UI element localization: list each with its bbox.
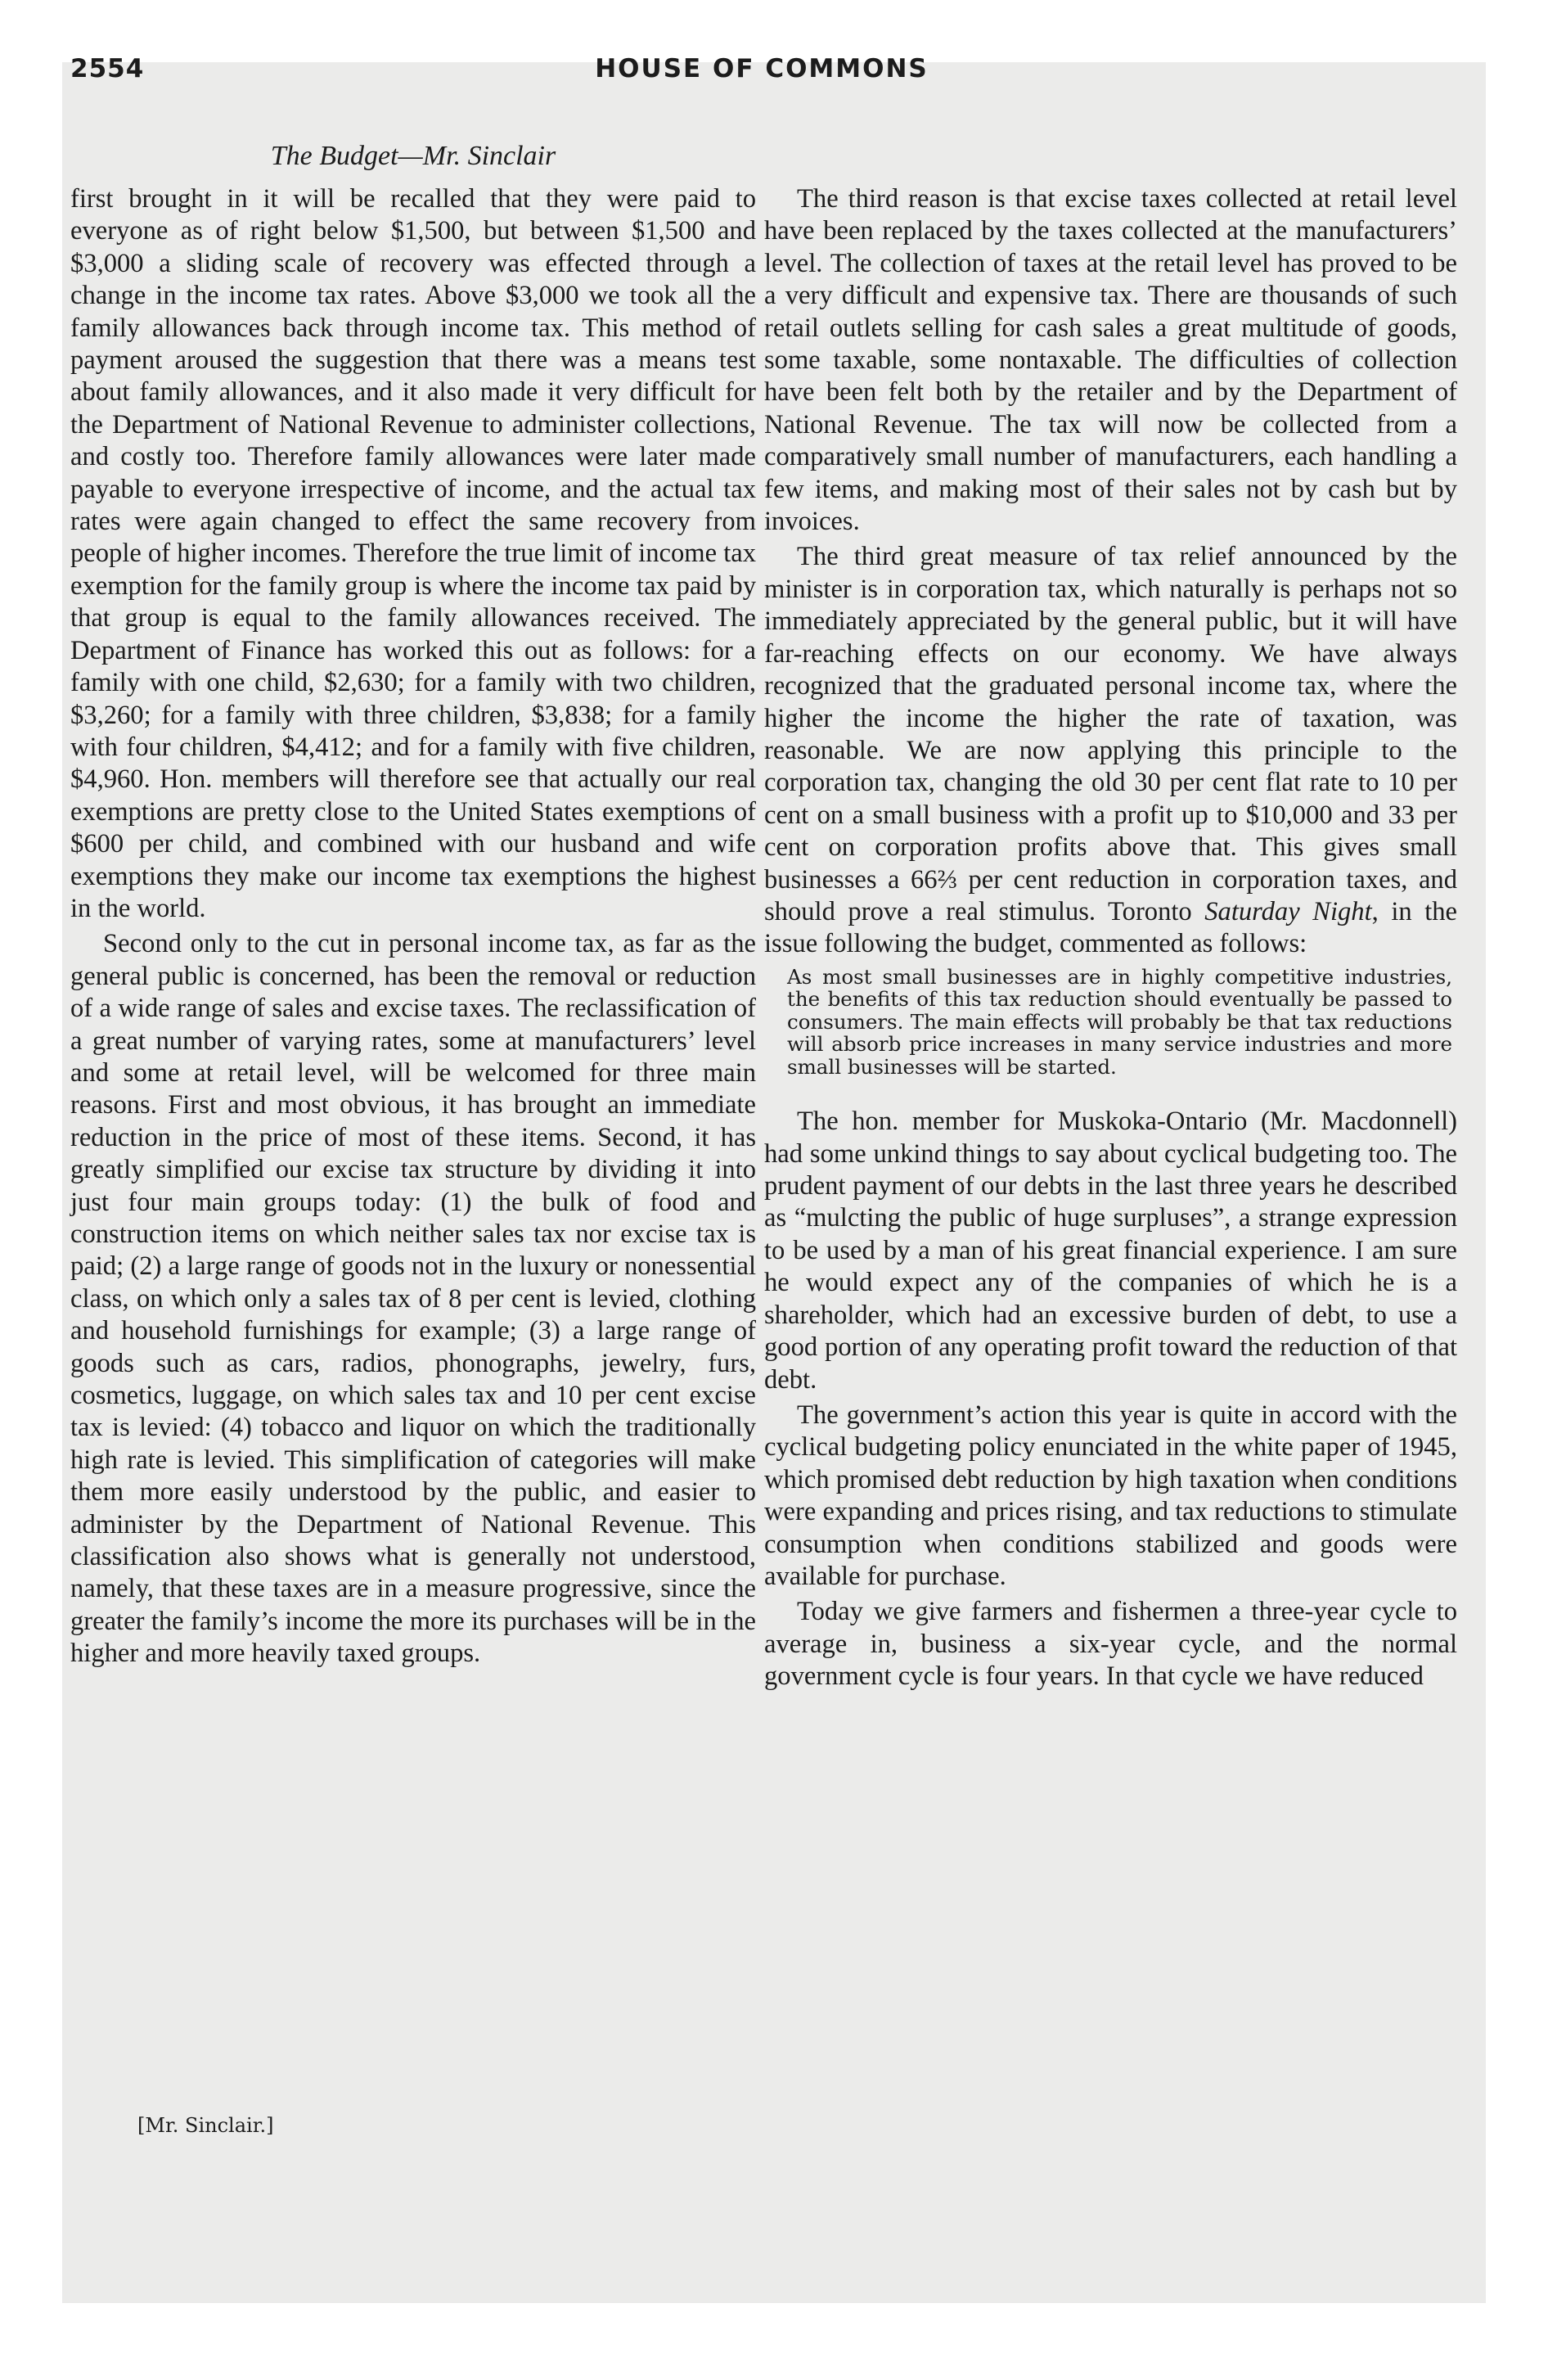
publication-title: Saturday Night [1204, 896, 1372, 926]
paragraph: The hon. member for Muskoka-Ontario (Mr. Macdonnell) had some unkind things to say about cyclical budgeting too. The prudent payment of our debts in the last three years he described as “mulcting the public of huge surpluses”, a strange expression to be used by a man of his great financial experience. I am sure he would expect any of the companies of which he is a shareholder, which had an excessive burden of debt, to use a good portion of any operating profit toward the reduction of that debt. [764, 1107, 1457, 1395]
speaker-attribution: [Mr. Sinclair.] [137, 2114, 274, 2137]
left-column [70, 183, 756, 1674]
page-number: 2554 [70, 54, 145, 83]
paragraph: first brought in it will be recalled that they were paid to everyone as of right below $1,500, but between $1,500 and $3,000 a sliding scale of recovery was effected through a change in the income tax rates. Above $3,000 we took all the family allowances back through income tax. This method of payment aroused the suggestion that there was a means test about family allowances, and it also made it very difficult for the Department of National Revenue to administer collections, and costly too. Therefore family allowances were later made payable to everyone irrespective of income, and the actual tax rates were again changed to effect the same recovery from people of higher incomes. Therefore the true limit of income tax exemption for the family group is where the income tax paid by that group is equal to the family allowances received. The Department of Finance has worked this out as follows: for a family with one child, $2,630; for a family with two children, $3,260; for a family with three children, $3,838; for a family with four children, $4,412; and for a family with five children, $4,960. Hon. members will therefore see that actually our real exemptions are pretty close to the United States exemptions of $600 per child, and combined with our husband and wife exemptions they make our income tax exemptions the highest in the world. [70, 184, 756, 923]
paragraph: Second only to the cut in personal income tax, as far as the general public is concerned, has been the removal or reduction of a wide range of sales and excise taxes. The reclassification of a great number of varying rates, some at manufacturers’ level and some at retail level, will be welcomed for three main reasons. First and most obvious, it has brought an immediate reduction in the price of most of these items. Second, it has greatly simplified our excise tax structure by dividing it into just four main groups today: (1) the bulk of food and construction items on which neither sales tax nor excise tax is paid; (2) a large range of goods not in the luxury or nonessential class, on which only a sales tax of 8 per cent is levied, clothing and household furnishings for example; (3) a large range of goods such as cars, radios, phonographs, jewelry, furs, cosmetics, luggage, on which sales tax and 10 per cent excise tax is levied: (4) tobacco and liquor on which the traditionally high rate is levied. This simplification of categories will make them more easily understood by the public, and easier to administer by the Department of National Revenue. This classification also shows what is generally not understood, namely, that these taxes are in a measure progressive, since the greater the family’s income the more its purchases will be in the higher and more heavily taxed groups. [70, 929, 756, 1669]
page-header [70, 49, 1453, 98]
running-head-title: HOUSE OF COMMONS [595, 54, 929, 83]
text-run: The third great measure of tax relief announced by the minister is in corporation tax, which naturally is perhaps not so immediately appreciated by the general public, but it will have far-reaching effects on our economy. We have always recognized that the graduated personal income tax, where the higher the income the higher the rate of taxation, was reasonable. We are now applying this principle to the corporation tax, changing the old 30 per cent flat rate to 10 per cent on a small business with a profit up to $10,000 and 33 per cent on corporation profits above that. This gives small businesses a 66⅔ per cent reduction in corporation taxes, and should prove a real stimulus. Toronto [764, 542, 1457, 926]
paragraph [764, 541, 1457, 960]
paragraph: The third reason is that excise taxes collected at retail level have been replaced by the taxes collected at the manufacturers’ level. The collection of taxes at the retail level has proved to be a very difficult and expensive tax. There are thousands of such retail outlets selling for cash sales a great multitude of goods, some taxable, some nontaxable. The difficulties of collection have been felt both by the retailer and by the Department of National Revenue. The tax will now be collected from a comparatively small number of manufacturers, each handling a few items, and making most of their sales not by cash but by invoices. [764, 184, 1457, 537]
paragraph: Today we give farmers and fishermen a three-year cycle to average in, business a six-year cycle, and the normal government cycle is four years. In that cycle we have reduced [764, 1597, 1457, 1692]
section-subhead: The Budget—Mr. Sinclair [270, 141, 556, 171]
right-column [764, 183, 1457, 1697]
block-quote: As most small businesses are in highly competitive industries, the benefits of this tax reduction should eventually be passed to consumers. The main effects will probably be that tax reductions will absorb price increases in many service industries and more small businesses will be started. [787, 964, 1452, 1079]
paragraph: The government’s action this year is quite in accord with the cyclical budgeting policy enunciated in the white paper of 1945, which promised debt reduction by high taxation when conditions were expanding and prices rising, and tax reductions to stimulate consumption when conditions stabilized and goods were available for purchase. [764, 1400, 1457, 1591]
text-run: , in the issue following the budget, commented as follows: [764, 896, 1458, 959]
